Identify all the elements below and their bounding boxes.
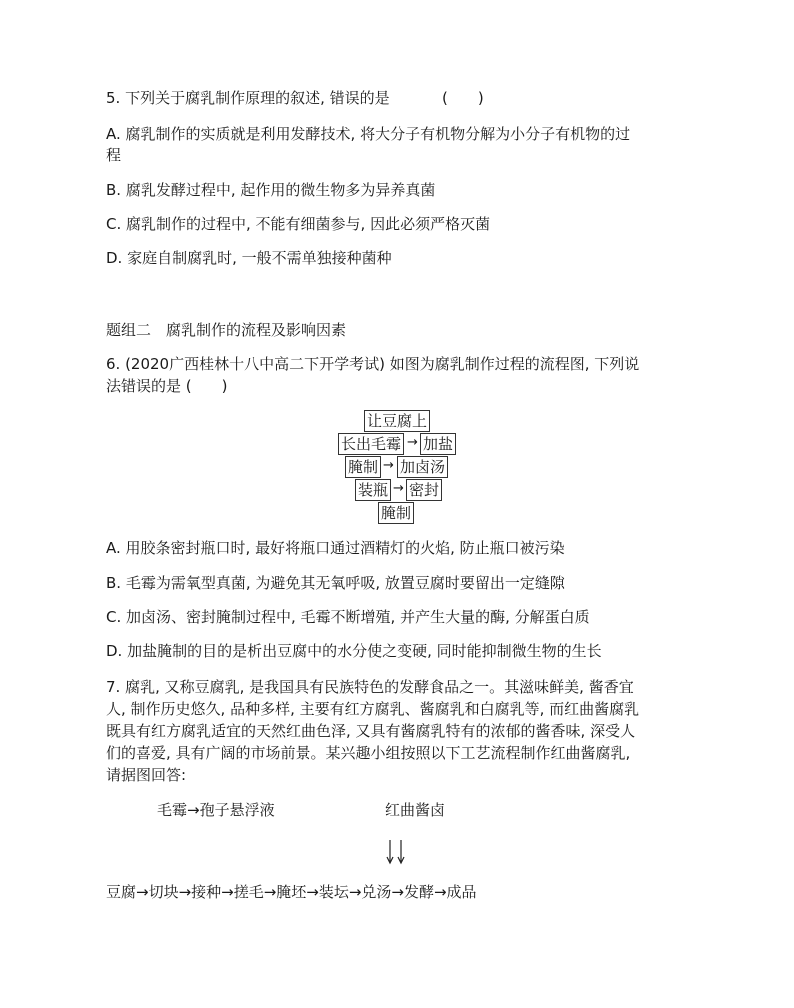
q5-option-b: B. 腐乳发酵过程中, 起作用的微生物多为异养真菌 <box>106 181 436 199</box>
q7-line-4: 们的喜爱, 具有广阔的市场前景。某兴趣小组按照以下工艺流程制作红曲酱腐乳, <box>106 744 631 762</box>
q5-option-a-cont: 程 <box>106 146 122 164</box>
flow-arrow-2: → <box>383 458 394 473</box>
q7-line-3: 既具有红方腐乳适宜的天然红曲色泽, 又具有酱腐乳特有的浓郁的酱香味, 深受人 <box>106 722 636 740</box>
flow-step-seal: 密封 <box>406 479 442 501</box>
q5-stem-text: 5. 下列关于腐乳制作原理的叙述, 错误的是 <box>106 89 390 107</box>
q6-option-c: C. 加卤汤、密封腌制过程中, 毛霉不断增殖, 并产生大量的酶, 分解蛋白质 <box>106 608 590 626</box>
q7-process-flow: 豆腐→切块→接种→搓毛→腌坯→装坛→兑汤→发酵→成品 <box>106 883 477 901</box>
q5-answer-paren: ( ) <box>442 89 484 107</box>
flow-step-bottle: 装瓶 <box>355 479 391 501</box>
q6-option-a: A. 用胶条密封瓶口时, 最好将瓶口通过酒精灯的火焰, 防止瓶口被污染 <box>106 539 565 557</box>
q7-line-5: 请据图回答: <box>106 766 187 784</box>
q7-flow-input-left: 毛霉→孢子悬浮液 <box>157 801 275 819</box>
down-arrows-icon <box>384 838 408 866</box>
q7-line-1: 7. 腐乳, 又称豆腐乳, 是我国具有民族特色的发酵食品之一。其滋味鲜美, 酱香宜 <box>106 678 634 696</box>
q5-option-c: C. 腐乳制作的过程中, 不能有细菌参与, 因此必须严格灭菌 <box>106 215 491 233</box>
flow-step-pickle-2: 腌制 <box>378 502 414 524</box>
q6-stem-line2: 法错误的是 ( ) <box>106 377 228 395</box>
q7-flow-input-right: 红曲酱卤 <box>385 801 446 819</box>
q5-option-d: D. 家庭自制腐乳时, 一般不需单独接种菌种 <box>106 249 392 267</box>
q6-option-b: B. 毛霉为需氧型真菌, 为避免其无氧呼吸, 放置豆腐时要留出一定缝隙 <box>106 574 565 592</box>
flow-step-add-brine: 加卤汤 <box>397 456 448 478</box>
flow-step-add-salt: 加盐 <box>420 433 456 455</box>
q5-option-a: A. 腐乳制作的实质就是利用发酵技术, 将大分子有机物分解为小分子有机物的过 <box>106 125 631 143</box>
flow-arrow-3: → <box>393 481 404 496</box>
group-heading: 题组二 腐乳制作的流程及影响因素 <box>106 321 347 339</box>
q5-stem <box>106 88 484 108</box>
q6-option-d: D. 加盐腌制的目的是析出豆腐中的水分使之变硬, 同时能抑制微生物的生长 <box>106 642 602 660</box>
flow-step-let-tofu: 让豆腐上 <box>364 410 430 432</box>
q7-line-2: 人, 制作历史悠久, 品种多样, 主要有红方腐乳、酱腐乳和白腐乳等, 而红曲酱腐乳 <box>106 700 640 718</box>
flow-step-pickle-1: 腌制 <box>345 456 381 478</box>
flow-arrow-1: → <box>407 435 418 450</box>
q6-stem-line1: 6. (2020广西桂林十八中高二下开学考试) 如图为腐乳制作过程的流程图, 下列说 <box>106 355 640 373</box>
flow-step-grow-mucor: 长出毛霉 <box>338 433 404 455</box>
